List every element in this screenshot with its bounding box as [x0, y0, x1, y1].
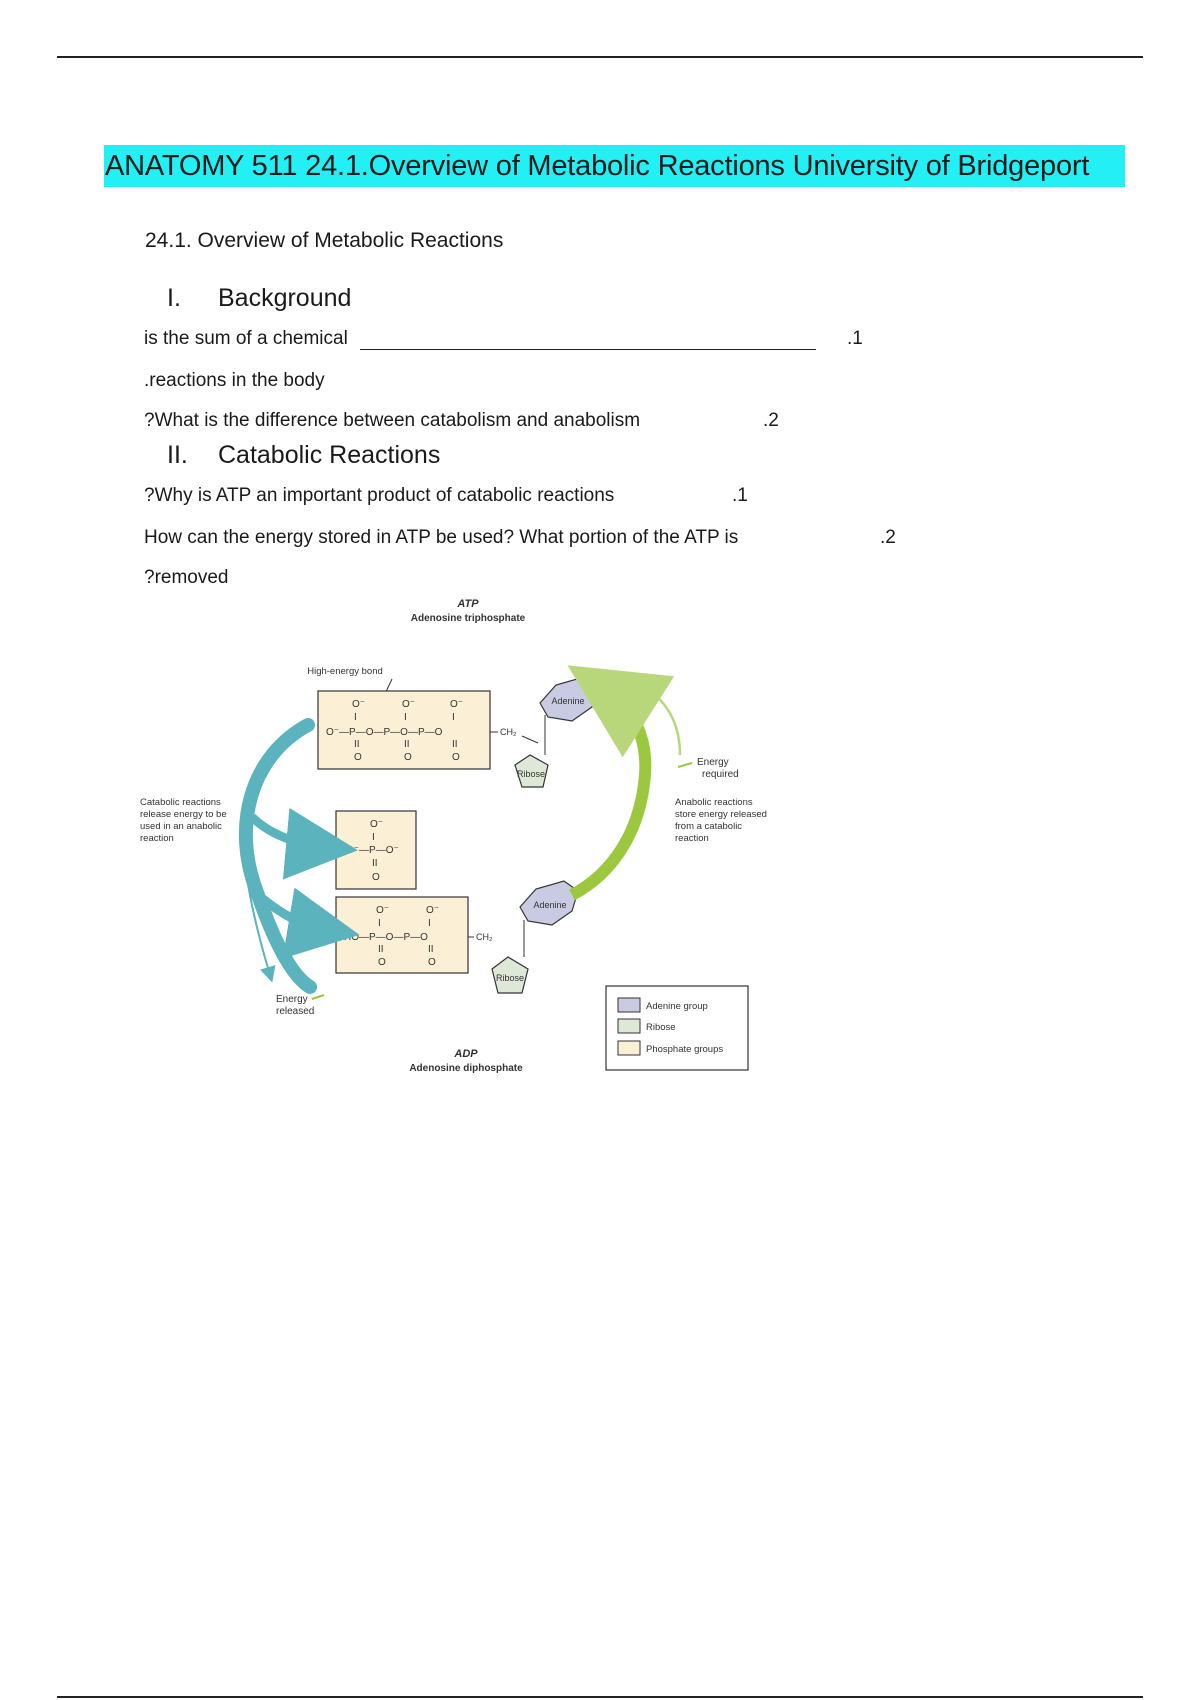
svg-text:I: I — [372, 832, 375, 843]
svg-text:reaction: reaction — [140, 833, 174, 844]
section1-roman: I. — [167, 284, 181, 312]
energy-required-arrow — [648, 690, 680, 755]
svg-text:Catabolic reactions: Catabolic reactions — [140, 797, 221, 808]
svg-text:release energy to be: release energy to be — [140, 809, 227, 820]
legend-ribose-swatch — [618, 1019, 640, 1033]
atp-ribose-label: Ribose — [516, 769, 546, 779]
section2-heading: Catabolic Reactions — [218, 441, 441, 469]
atp-adp-cycle-diagram — [140, 595, 800, 1075]
svg-text:I: I — [452, 712, 455, 723]
svg-text:O⁻: O⁻ — [352, 699, 366, 710]
energy-required-line1: Energy — [697, 757, 729, 768]
atp-adenine-label: Adenine — [551, 696, 585, 706]
adp-ribose-label: Ribose — [495, 973, 525, 983]
catabolic-arrow-to-phosphate — [252, 817, 322, 847]
s1-question1-blank-line — [360, 349, 816, 350]
catabolic-arrow-main — [246, 725, 310, 987]
anabolic-arrow-main — [572, 691, 645, 895]
svg-text:O⁻: O⁻ — [426, 905, 440, 916]
adp-adenine-label: Adenine — [533, 900, 567, 910]
legend-phosphate-swatch — [618, 1041, 640, 1055]
s1-question2-text: ?What is the difference between catabolism and anabolism — [144, 410, 641, 431]
s2-question2-continuation: ?removed — [144, 567, 229, 588]
svg-text:I: I — [404, 712, 407, 723]
high-energy-bond-label: High-energy bond — [307, 666, 383, 677]
svg-text:O⁻—P—O⁻: O⁻—P—O⁻ — [346, 845, 399, 856]
atp-label: ATP — [457, 598, 479, 610]
adp-label: ADP — [454, 1048, 478, 1060]
legend-adenine-label: Adenine group — [646, 1001, 708, 1012]
anabolic-note — [675, 797, 767, 844]
s1-question1-continuation: .reactions in the body — [144, 370, 325, 391]
legend-phosphate-label: Phosphate groups — [646, 1044, 724, 1055]
svg-text:HO—P—O—P—O: HO—P—O—P—O — [344, 932, 428, 943]
bottom-rule — [57, 1696, 1143, 1698]
s1-question1-text: is the sum of a chemical — [144, 328, 348, 349]
svg-text:I: I — [354, 712, 357, 723]
svg-text:from a catabolic: from a catabolic — [675, 821, 743, 832]
document-subtitle: 24.1. Overview of Metabolic Reactions — [145, 229, 504, 252]
svg-text:used in an anabolic: used in an anabolic — [140, 821, 222, 832]
section1-heading: Background — [218, 284, 352, 312]
svg-text:O⁻: O⁻ — [450, 699, 464, 710]
svg-text:II: II — [452, 739, 458, 750]
svg-text:II: II — [378, 944, 384, 955]
atp-full-name: Adenosine triphosphate — [410, 613, 526, 624]
s1-question2-number: .2 — [763, 410, 779, 431]
svg-text:O: O — [452, 752, 460, 763]
svg-text:O: O — [378, 957, 386, 968]
section2-roman: II. — [167, 441, 188, 469]
svg-text:O: O — [428, 957, 436, 968]
energy-released-line1: Energy — [276, 994, 308, 1005]
svg-text:O⁻: O⁻ — [402, 699, 416, 710]
s2-question2-text: How can the energy stored in ATP be used? What portion of the ATP is — [144, 527, 739, 548]
s2-question1-text: ?Why is ATP an important product of catabolic reactions — [144, 485, 615, 506]
svg-text:Anabolic reactions: Anabolic reactions — [675, 797, 753, 808]
s2-question1-number: .1 — [732, 485, 748, 506]
legend-ribose-label: Ribose — [646, 1022, 676, 1033]
svg-text:reaction: reaction — [675, 833, 709, 844]
top-rule — [57, 56, 1143, 58]
svg-text:II: II — [372, 858, 378, 869]
svg-text:II: II — [354, 739, 360, 750]
svg-text:O: O — [404, 752, 412, 763]
svg-text:II: II — [428, 944, 434, 955]
legend-adenine-swatch — [618, 998, 640, 1012]
document-title: ANATOMY 511 24.1.Overview of Metabolic Reactions University of Bridgeport — [104, 145, 1125, 187]
catabolic-note — [140, 797, 227, 844]
svg-text:store energy released: store energy released — [675, 809, 767, 820]
energy-released-line2: released — [276, 1006, 315, 1017]
svg-text:O⁻: O⁻ — [370, 819, 384, 830]
svg-text:O⁻: O⁻ — [376, 905, 390, 916]
s1-question1-number: .1 — [847, 328, 863, 349]
svg-text:O: O — [354, 752, 362, 763]
svg-text:II: II — [404, 739, 410, 750]
svg-text:I: I — [378, 918, 381, 929]
atp-ch2-label: CH₂ — [500, 727, 517, 737]
svg-text:O: O — [372, 872, 380, 883]
adp-full-name: Adenosine diphosphate — [409, 1063, 523, 1074]
s2-question2-number: .2 — [880, 527, 896, 548]
svg-text:I: I — [428, 918, 431, 929]
energy-required-line2: required — [702, 769, 739, 780]
adp-ch2-label: CH₂ — [476, 932, 493, 942]
legend — [606, 986, 748, 1070]
svg-text:O⁻—P—O—P—O—P—O: O⁻—P—O—P—O—P—O — [326, 727, 443, 738]
